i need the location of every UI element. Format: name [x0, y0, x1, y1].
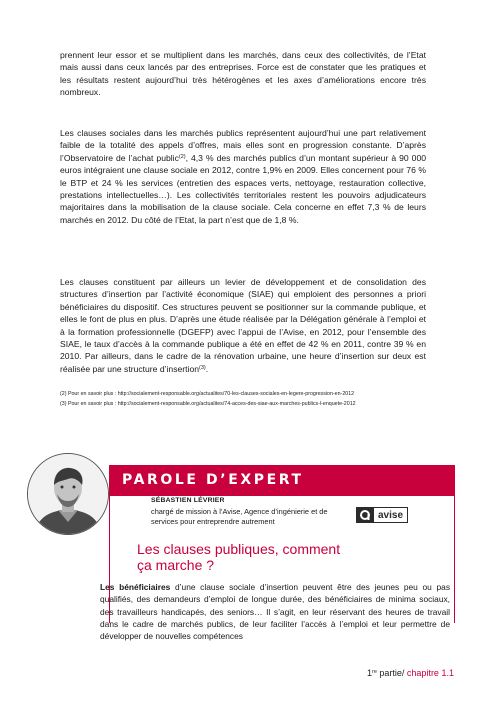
part-label — [367, 668, 404, 678]
avise-logo — [356, 507, 408, 523]
footnote-2[interactable]: (2) Pour en savoir plus : http://socialement-responsable.org/actualites/70-les-clauses-sociales-en-legere-progression-en-2012 — [60, 391, 355, 397]
expert-text-body: d’une clause sociale d’insertion peuvent être des jeunes peu ou pas qualifiés, des demandeurs d’emploi de longue durée, des bénéficiaires de minima sociaux, des travailleurs handicapés, des seniors… Il s’agit, en leur réservant des heures de travail dans le cadre de marchés publics, de leur faciliter l’accès à l’emploi et leur permettre de développer de nouvelles compétences — [100, 582, 451, 642]
footnotes — [60, 389, 440, 409]
chapter-label: chapitre 1.1 — [404, 668, 454, 678]
part-number: 1 — [367, 668, 373, 678]
paragraph-text: . — [205, 363, 209, 374]
paragraph-text: , 4,3 % des marchés publics d’un montant supérieur à 90 000 euros intégraient une clause sociale en 2012, contre 1,9% en 2009. Elles concernent pour 76 % le BTP et 24 % les services (entretien des espaces verts, nettoyage, restauration collective, prestations intellectuelles…). Les collectivités territoriales restent les pouvoirs adjudicateurs majoritaires dans la mobilisation de la clause sociale. Cela concerne en effet 7,3 % de leurs marchés en 2012. Du côté de l’Etat, la part n’est que de 1,8 %. — [60, 152, 427, 225]
expert-role: chargé de mission à l’Avise, Agence d’ingénierie et de services pour entreprendre autrement — [151, 507, 328, 526]
paragraph-clauses-stats — [60, 127, 426, 226]
page-footer-chapter — [367, 668, 454, 678]
expert-box — [27, 453, 468, 642]
part-ordinal: re — [372, 669, 377, 675]
footnote-ref-2[interactable]: (2) — [178, 153, 186, 160]
footnote-3[interactable]: (3) Pour en savoir plus : http://socialement-responsable.org/actualites/74-acces-des-siae-aux-marches-publics-l-enquete-2012 — [60, 401, 356, 407]
expert-avatar — [27, 453, 109, 535]
footnote-ref-3[interactable]: (3) — [199, 364, 206, 371]
part-word: partie/ — [376, 668, 405, 678]
avise-logo-text: avise — [374, 507, 408, 523]
expert-name: SÉBASTIEN LÉVRIER — [151, 497, 225, 504]
paragraph-intro — [60, 49, 426, 99]
paragraph-text: Les clauses constituent par ailleurs un levier de développement et de consolidation des structures d’insertion par l’activité économique (SIAE) qui emploient des personnes a priori bénéficiaires du dispositif. Ces structures peuvent se positionner sur la commande publique, et elles le font de plus en plus. D’après une étude réalisée par la Délégation générale à l’emploi et à la formation professionnelle (DGEFP) avec l’appui de l’Avise, en 2012, pour l’ensemble des SIAE, le taux d’accès à la commande publique a été en effet de 42 % en 2011, contre 39 % en 2010. Par ailleurs, dans le cadre de la rénovation urbaine, une heure d’insertion sur deux est réalisée par une structure d’insertion — [60, 277, 426, 374]
expert-banner: PAROLE D’EXPERT — [109, 465, 454, 496]
paragraph-text: Les clauses sociales dans les marchés publics représentent aujourd’hui une part relativement faible de la totalité des appels d’offres, mais elles sont en progression constante. D’après l’Observatoire de l’achat public — [60, 128, 426, 163]
expert-heading: Les clauses publiques, comment ça marche ? — [137, 541, 341, 573]
expert-text — [100, 581, 450, 642]
paragraph-intro-text: prennent leur essor et se multiplient dans les marchés, dans ceux des collectivités, de l’Etat mais aussi dans ceux lancés par des entreprises. Force est de constater que les pratiques et les résultats restent aujourd’hui très hétérogènes et les axes d’améliorations encore très nombreux. — [60, 50, 426, 98]
avise-logo-icon — [356, 507, 374, 523]
paragraph-siae — [60, 276, 426, 375]
expert-text-lead: Les bénéficiaires — [100, 582, 171, 592]
